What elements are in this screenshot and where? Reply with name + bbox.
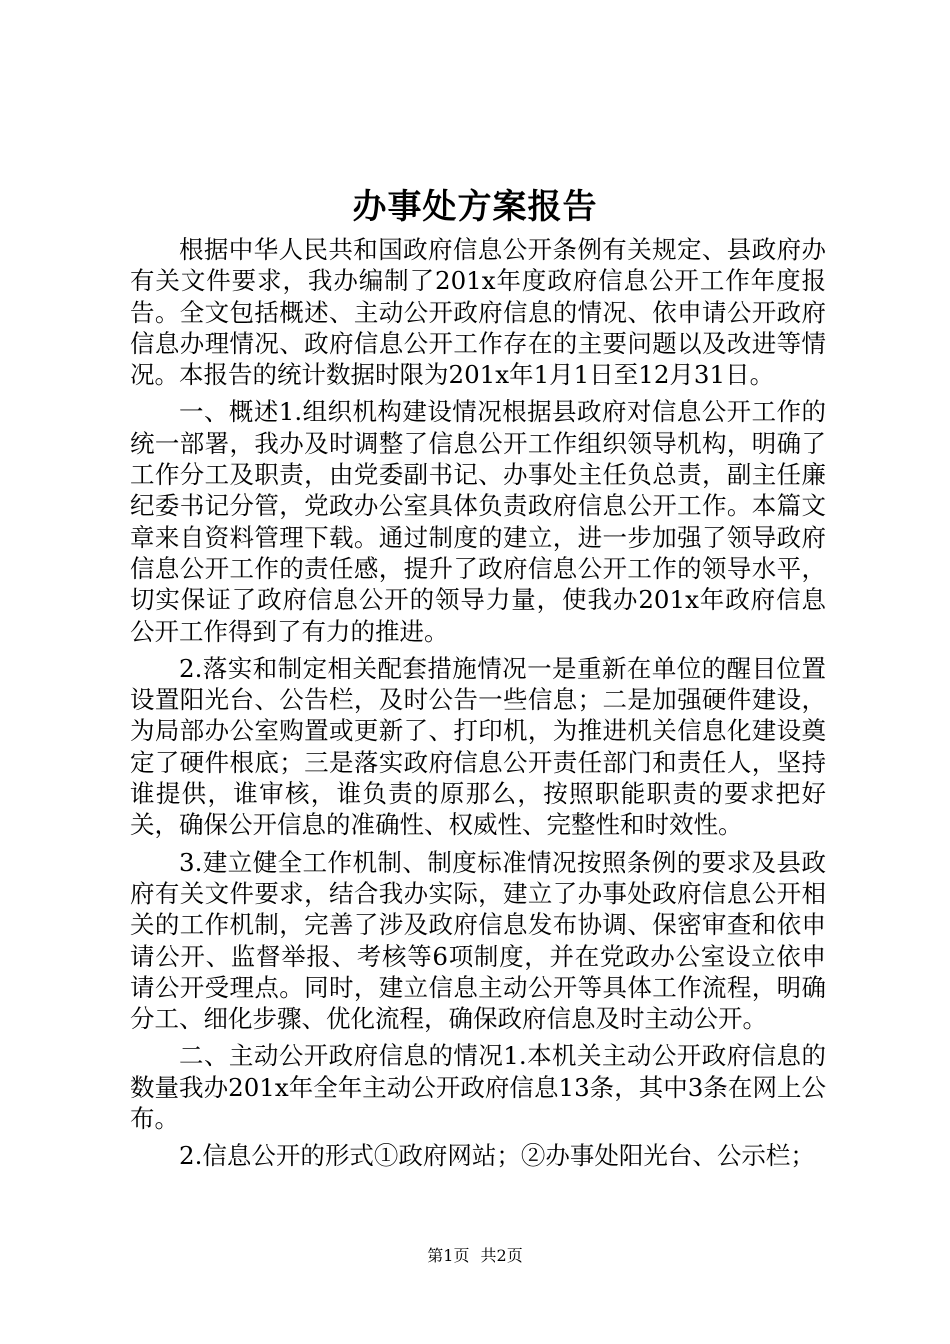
paragraph-proactive-disclosure: 二、主动公开政府信息的情况1.本机关主动公开政府信息的数量我办201x年全年主动公开政府信息13条，其中3条在网上公布。 [130,1041,826,1134]
page-footer [0,1244,950,1268]
document-body [130,234,826,1178]
paragraph-intro: 根据中华人民共和国政府信息公开条例有关规定、县政府办有关文件要求，我办编制了201x年度政府信息公开工作年度报告。全文包括概述、主动公开政府信息的情况、依申请公开政府信息办理情况、政府信息公开工作存在的主要问题以及改进等情况。本报告的统计数据时限为201x年1月1日至12月31日。 [130,235,826,390]
document-title: 办事处方案报告 [352,187,598,227]
paragraph-supporting-measures: 2.落实和制定相关配套措施情况一是重新在单位的醒目位置设置阳光台、公告栏，及时公告一些信息；二是加强硬件建设，为局部办公室购置或更新了、打印机，为推进机关信息化建设奠定了硬件根底；三是落实政府信息公开责任部门和责任人，坚持谁提供，谁审核，谁负责的原那么，按照职能职责的要求把好关，确保公开信息的准确性、权威性、完整性和时效性。 [130,653,826,840]
paragraph-disclosure-forms: 2.信息公开的形式①政府网站；②办事处阳光台、公示栏； [179,1141,815,1171]
page-total: 共2页 [480,1246,523,1265]
paragraph-work-mechanism: 3.建立健全工作机制、制度标准情况按照条例的要求及县政府有关文件要求，结合我办实际，建立了办事处政府信息公开相关的工作机制，完善了涉及政府信息发布协调、保密审查和依申请公开、监督举报、考核等6项制度，并在党政办公室设立依申请公开受理点。同时，建立信息主动公开等具体工作流程，明确分工、细化步骤、优化流程，确保政府信息及时主动公开。 [130,847,826,1034]
paragraph-overview-organization: 一、概述1.组织机构建设情况根据县政府对信息公开工作的统一部署，我办及时调整了信息公开工作组织领导机构，明确了工作分工及职责，由党委副书记、办事处主任负总责，副主任廉纪委书记分管，党政办公室具体负责政府信息公开工作。本篇文章来自资料管理下载。通过制度的建立，进一步加强了领导政府信息公开工作的责任感，提升了政府信息公开工作的领导水平，切实保证了政府信息公开的领导力量，使我办201x年政府信息公开工作得到了有力的推进。 [130,397,826,646]
page-number: 第1页 [427,1246,470,1265]
